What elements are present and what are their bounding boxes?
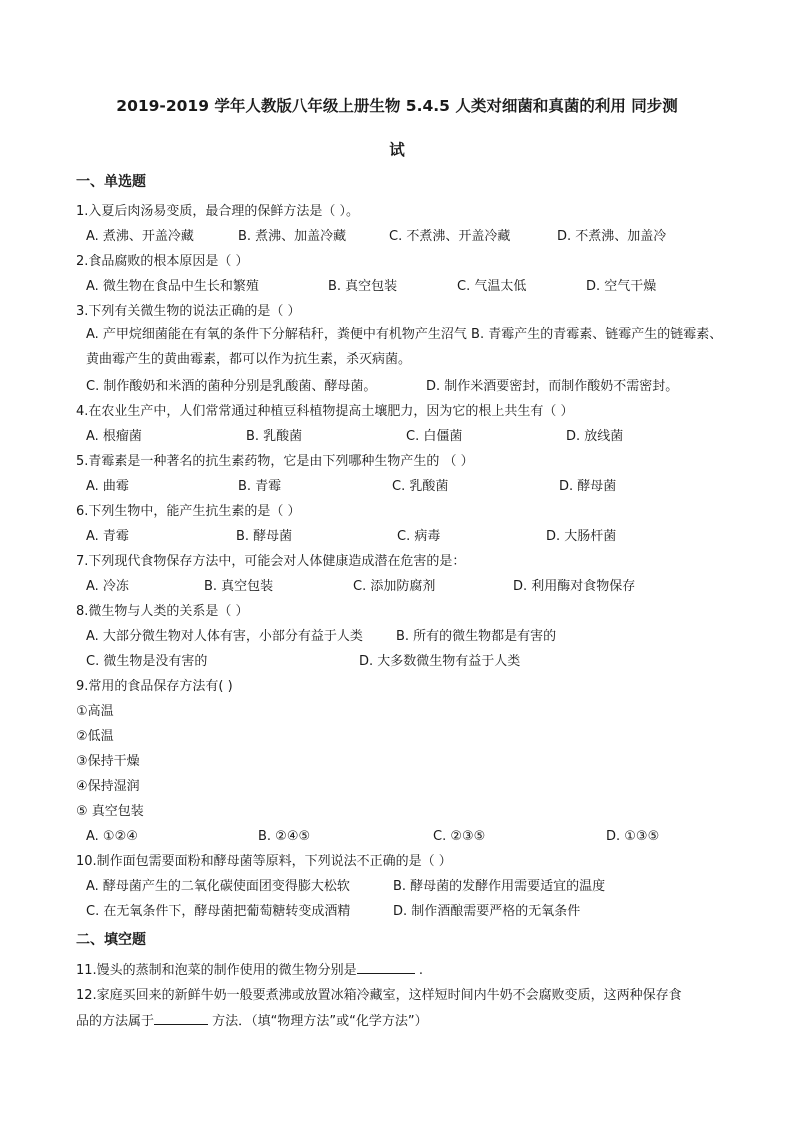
q6-option-a[interactable]: A. 青霉 <box>86 529 129 544</box>
question-4-options <box>86 428 726 446</box>
title-line-2: 试 <box>389 141 405 159</box>
question-4-stem: 4.在农业生产中，人们常常通过种植豆科植物提高土壤肥力，因为它的根上共生有（ ） <box>76 404 574 419</box>
q5-option-b[interactable]: B. 青霉 <box>238 479 282 494</box>
q8-option-c[interactable]: C. 微生物是没有害的 <box>86 654 208 669</box>
q9-option-a[interactable]: A. ①②④ <box>86 829 138 844</box>
question-5-stem: 5.青霉素是一种著名的抗生素药物，它是由下列哪种生物产生的 （ ） <box>76 454 474 469</box>
question-3-stem: 3.下列有关微生物的说法正确的是（ ） <box>76 304 301 319</box>
q5-option-a[interactable]: A. 曲霉 <box>86 479 129 494</box>
q9-item-2: ②低温 <box>76 729 114 744</box>
q4-option-b[interactable]: B. 乳酸菌 <box>246 429 303 444</box>
q4-option-d[interactable]: D. 放线菌 <box>566 429 624 444</box>
q10-option-a[interactable]: A. 酵母菌产生的二氧化碳使面团变得膨大松软 <box>86 879 350 894</box>
question-11 <box>76 961 423 980</box>
question-6-options <box>86 528 726 546</box>
question-10-options-cd <box>86 903 726 921</box>
q2-option-b[interactable]: B. 真空包装 <box>328 279 398 294</box>
question-3-options-cd <box>86 378 726 396</box>
question-8-options-ab <box>86 628 726 646</box>
question-7-options <box>86 578 726 596</box>
section-heading-fill-blank: 二、填空题 <box>76 932 146 948</box>
question-9-stem: 9.常用的食品保存方法有( ) <box>76 679 233 694</box>
question-1-stem: 1.入夏后肉汤易变质，最合理的保鲜方法是（ ）。 <box>76 204 360 219</box>
q3-option-c[interactable]: C. 制作酸奶和米酒的菌种分别是乳酸菌、酵母菌。 <box>86 379 377 394</box>
question-8-stem: 8.微生物与人类的关系是（ ） <box>76 604 249 619</box>
q10-option-b[interactable]: B. 酵母菌的发酵作用需要适宜的温度 <box>393 879 606 894</box>
q12-text-before: 品的方法属于 <box>76 1014 155 1029</box>
q11-text-after: . <box>414 963 423 978</box>
question-8-options-cd <box>86 653 726 671</box>
q11-answer-blank[interactable] <box>357 961 415 974</box>
q8-option-a[interactable]: A. 大部分微生物对人体有害，小部分有益于人类 <box>86 629 363 644</box>
q9-item-3: ③保持干燥 <box>76 754 140 769</box>
q2-option-d[interactable]: D. 空气干燥 <box>586 279 657 294</box>
q1-option-b[interactable]: B. 煮沸、加盖冷藏 <box>238 229 347 244</box>
section-heading-single-choice: 一、单选题 <box>76 174 146 190</box>
q6-option-c[interactable]: C. 病毒 <box>397 529 441 544</box>
q12-text-after: 方法．（填“物理方法”或“化学方法”） <box>208 1014 428 1029</box>
question-10-options-ab <box>86 878 726 896</box>
q7-option-c[interactable]: C. 添加防腐剂 <box>353 579 436 594</box>
q7-option-d[interactable]: D. 利用酶对食物保存 <box>513 579 636 594</box>
q9-option-b[interactable]: B. ②④⑤ <box>258 829 311 844</box>
question-7-stem: 7.下列现代食物保存方法中，可能会对人体健康造成潜在危害的是： <box>76 554 466 569</box>
q9-option-d[interactable]: D. ①③⑤ <box>606 829 660 844</box>
q2-option-c[interactable]: C. 气温太低 <box>457 279 527 294</box>
q9-option-c[interactable]: C. ②③⑤ <box>433 829 486 844</box>
q10-option-d[interactable]: D. 制作酒酿需要严格的无氧条件 <box>393 904 581 919</box>
q5-option-d[interactable]: D. 酵母菌 <box>559 479 617 494</box>
q1-option-c[interactable]: C. 不煮沸、开盖冷藏 <box>389 229 511 244</box>
q11-text-before: 11.馒头的蒸制和泡菜的制作使用的微生物分别是 <box>76 963 357 978</box>
q3-option-d[interactable]: D. 制作米酒要密封，而制作酸奶不需密封。 <box>426 379 679 394</box>
question-2-options <box>86 278 726 296</box>
page-title <box>70 84 724 172</box>
q1-option-a[interactable]: A. 煮沸、开盖冷藏 <box>86 229 194 244</box>
q6-option-d[interactable]: D. 大肠杆菌 <box>546 529 617 544</box>
q7-option-a[interactable]: A. 冷冻 <box>86 579 129 594</box>
q9-item-4: ④保持湿润 <box>76 779 140 794</box>
q8-option-b[interactable]: B. 所有的微生物都是有害的 <box>396 629 557 644</box>
question-12-line-1: 12.家庭买回来的新鲜牛奶一般要煮沸或放置冰箱冷藏室，这样短时间内牛奶不会腐败变质，这两种保存食 <box>76 988 682 1003</box>
q5-option-c[interactable]: C. 乳酸菌 <box>392 479 449 494</box>
q3-options-ab[interactable]: A. 产甲烷细菌能在有氧的条件下分解秸秆，粪便中有机物产生沼气 B. 青霉产生的青霉素、链霉产生的链霉素、黄曲霉产生的黄曲霉素，都可以作为抗生素，杀灭病菌。 <box>86 327 723 367</box>
title-line-1: 2019-2019 学年人教版八年级上册生物 5.4.5 人类对细菌和真菌的利用 同步测 <box>116 97 678 115</box>
question-10-stem: 10.制作面包需要面粉和酵母菌等原料，下列说法不正确的是（ ） <box>76 854 452 869</box>
question-2-stem: 2.食品腐败的根本原因是（ ） <box>76 254 249 269</box>
q9-item-1: ①高温 <box>76 704 114 719</box>
q7-option-b[interactable]: B. 真空包装 <box>204 579 274 594</box>
q2-option-a[interactable]: A. 微生物在食品中生长和繁殖 <box>86 279 259 294</box>
q10-option-c[interactable]: C. 在无氧条件下，酵母菌把葡萄糖转变成酒精 <box>86 904 351 919</box>
question-1-options <box>86 228 726 246</box>
q8-option-d[interactable]: D. 大多数微生物有益于人类 <box>359 654 521 669</box>
q6-option-b[interactable]: B. 酵母菌 <box>236 529 293 544</box>
q1-option-d[interactable]: D. 不煮沸、加盖冷 <box>557 229 667 244</box>
question-6-stem: 6.下列生物中，能产生抗生素的是（ ） <box>76 504 301 519</box>
q12-answer-blank[interactable] <box>154 1012 208 1025</box>
q9-item-5: ⑤ 真空包装 <box>76 804 144 819</box>
q4-option-a[interactable]: A. 根瘤菌 <box>86 429 142 444</box>
question-5-options <box>86 478 726 496</box>
question-12-line-2 <box>76 1012 428 1031</box>
q4-option-c[interactable]: C. 白僵菌 <box>406 429 463 444</box>
question-9-options <box>86 828 726 846</box>
